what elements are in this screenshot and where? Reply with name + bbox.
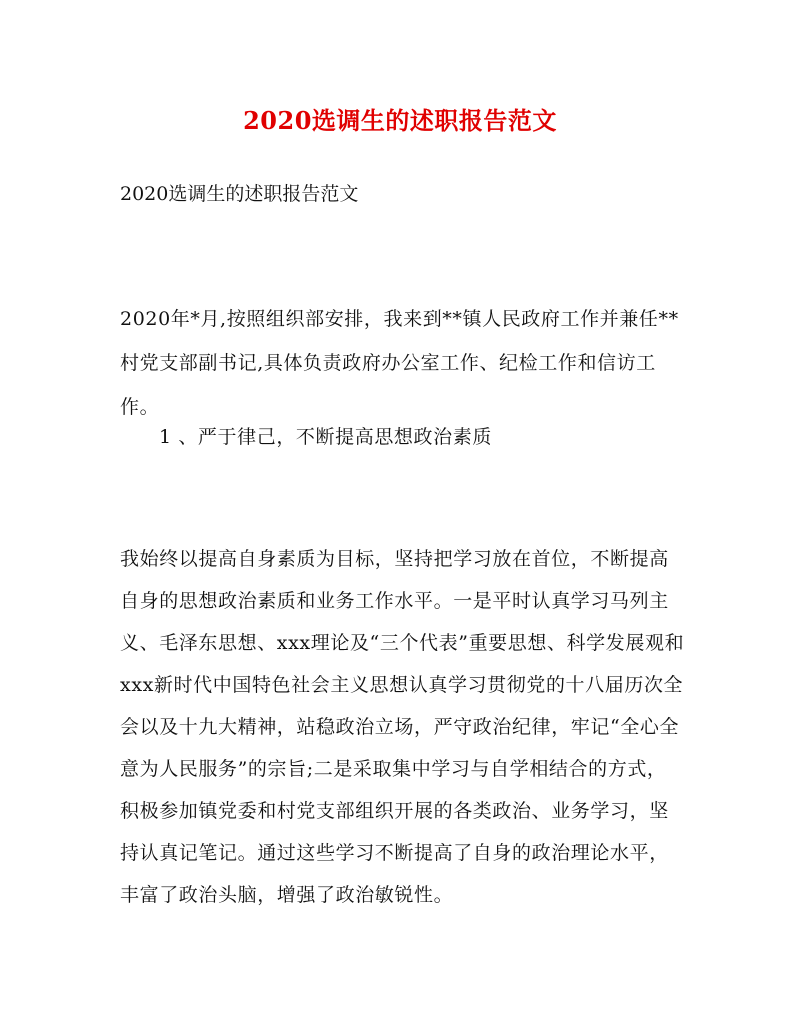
document-title: 2020选调生的述职报告范文 [243,106,557,135]
document-subtitle: 2020选调生的述职报告范文 [120,183,359,205]
paragraph-section-1: 我始终以提高自身素质为目标，坚持把学习放在首位，不断提高自身的思想政治素质和业务工作水平。一是平时认真学习马列主义、毛泽东思想、xxx理论及“三个代表”重要思想、科学发展观和xxx新时代中国特色社会主义思想认真学习贯彻党的十八届历次全会以及十九大精神，站稳政治立场，严守政治纪律，牢记“全心全意为人民服务”的宗旨;二是采取集中学习与自学相结合的方式，积极参加镇党委和村党支部组织开展的各类政治、业务学习，坚持认真记笔记。通过这些学习不断提高了自身的政治理论水平，丰富了政治头脑，增强了政治敏锐性。 [120,548,685,906]
section-heading-1: 1 、严于律己，不断提高思想政治素质 [159,426,492,448]
paragraph-intro: 2020年*月,按照组织部安排，我来到**镇人民政府工作并兼任**村党支部副书记,具体负责政府办公室工作、纪检工作和信访工作。 [120,308,679,418]
